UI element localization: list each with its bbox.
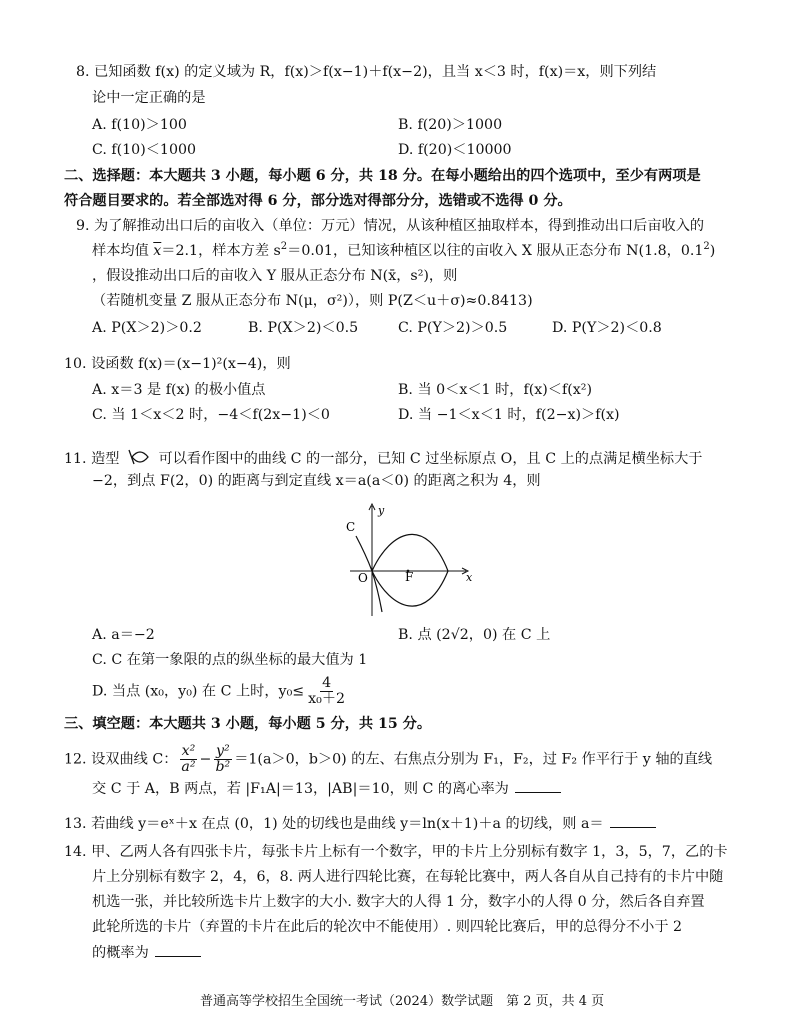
q12-stem-line1	[64, 744, 712, 775]
fraction-numerator: 4	[322, 675, 332, 691]
fraction-numerator: x²	[181, 743, 196, 759]
q9-option-d: D. P(Y＞2)＜0.8	[552, 320, 662, 336]
section2-heading-line2: 符合题目要求的。若全部选对得 6 分，部分选对得部分分，选错或不选得 0 分。	[64, 193, 572, 209]
fraction-denominator: b²	[215, 758, 231, 775]
q11-option-c: C. C 在第一象限的点的纵坐标的最大值为 1	[92, 652, 368, 668]
q9-mean-symbol: $\overline{x}$	[153, 243, 162, 259]
q9-option-c: C. P(Y＞2)＞0.5	[398, 320, 508, 336]
q8-option-d: D. f(20)＜10000	[398, 142, 512, 158]
q12-text: 12. 设双曲线 C：	[64, 751, 178, 768]
q8-stem-line2: 论中一定正确的是	[92, 90, 206, 106]
x-axis-label: x	[466, 571, 473, 584]
q11-text: 可以看作图中的曲线 C 的一部分，已知 C 过坐标原点 O，且 C 上的点满足横坐标大于	[158, 451, 703, 467]
section3-heading: 三、填空题：本大题共 3 小题，每小题 5 分，共 15 分。	[64, 716, 432, 732]
q12-text: ＝1(a＞0，b＞0) 的左、右焦点分别为 F₁，F₂，过 F₂ 作平行于 y 轴的直线	[234, 751, 713, 768]
q9-option-b: B. P(X＞2)＜0.5	[248, 320, 359, 336]
page-footer: 普通高等学校招生全国统一考试（2024）数学试题 第 2 页，共 4 页	[200, 994, 605, 1009]
q13-stem	[64, 815, 656, 833]
q12-fraction-x	[179, 744, 197, 775]
q9-text: )	[709, 243, 716, 259]
shape-icon	[126, 448, 152, 466]
q12-answer-blank[interactable]	[515, 780, 561, 793]
q10-option-b: B. 当 0＜x＜1 时，f(x)＜f(x²)	[398, 382, 592, 398]
q11-stem-line2: −2，到点 F(2，0) 的距离与到定直线 x＝a(a＜0) 的距离之积为 4，则	[92, 473, 541, 489]
q9-stem-line2: 样本均值 $\overline{x}=2.1$，样本方差 $s^2=0.01$，已知该种植区以往的亩收入 X 服从正态分布 N(1.8，$0.1^2$)	[92, 241, 716, 259]
q9-stem-line1: 9. 为了解推动出口后的亩收入（单位：万元）情况，从该种植区抽取样本，得到推动出口后亩收入的	[76, 218, 705, 234]
q9-text: ，样本方差 s	[198, 243, 281, 259]
fraction-numerator: y²	[215, 743, 230, 759]
q9-text: ＝0.01，已知该种植区以往的亩收入 X 服从正态分布 N(1.8，0.1	[287, 243, 704, 259]
q9-text: 样本均值	[92, 243, 154, 259]
q9-option-a: A. P(X＞2)＞0.2	[92, 320, 202, 336]
q12-text: 交 C 于 A，B 两点，若 |F₁A|＝13，|AB|＝10，则 C 的离心率为	[92, 781, 509, 797]
origin-label: O	[358, 571, 368, 585]
q8-option-b: B. f(20)＞1000	[398, 117, 503, 133]
curve-c-figure	[336, 500, 496, 620]
q11-option-a: A. a＝−2	[92, 627, 155, 643]
q10-option-d: D. 当 −1＜x＜1 时，f(2−x)＞f(x)	[398, 407, 620, 423]
q14-stem-line2: 片上分别标有数字 2，4，6，8. 两人进行四轮比赛，在每轮比赛中，两人各自从自己持有的卡片中随	[92, 869, 724, 885]
q12-minus: −	[199, 751, 212, 768]
q10-stem: 10. 设函数 f(x)＝(x−1)²(x−4)，则	[64, 356, 291, 372]
q9-stem-line4: （若随机变量 Z 服从正态分布 N(μ，σ²)），则 P(Z＜u＋σ)≈0.8413)	[92, 293, 533, 309]
y-axis-label: y	[378, 504, 385, 517]
q13-text: 13. 若曲线 y＝eˣ＋x 在点 (0，1) 处的切线也是曲线 y＝ln(x＋1)＋a 的切线，则 a＝	[64, 816, 604, 832]
curve-label-c: C	[346, 520, 356, 534]
q14-stem-line5	[92, 944, 201, 962]
q9-mean-value: 2.1	[175, 243, 199, 259]
q12-fraction-y	[213, 744, 232, 775]
q10-option-c: C. 当 1＜x＜2 时，−4＜f(2x−1)＜0	[92, 407, 330, 423]
q11-option-b: B. 点 (2√2，0) 在 C 上	[398, 627, 551, 643]
q10-option-a: A. x＝3 是 f(x) 的极小值点	[92, 382, 266, 398]
fraction-denominator: x₀＋2	[308, 690, 346, 707]
section2-heading-line1: 二、选择题：本大题共 3 小题，每小题 6 分，共 18 分。在每小题给出的四个选项中，至少有两项是	[64, 168, 701, 184]
q14-answer-blank[interactable]	[155, 944, 201, 957]
fraction-denominator: a²	[181, 758, 196, 775]
focus-label: F	[405, 570, 414, 584]
q8-option-a: A. f(10)＞100	[92, 117, 187, 133]
q11-stem-line1	[64, 448, 702, 468]
q12-stem-line2	[92, 780, 561, 798]
q11-text: 11. 造型	[64, 451, 120, 467]
q9-stem-line3: ，假设推动出口后的亩收入 Y 服从正态分布 N(x̄，s²)，则	[92, 268, 458, 284]
q8-stem-line1: 8. 已知函数 f(x) 的定义域为 R，f(x)＞f(x−1)＋f(x−2)，且当 x＜3 时，f(x)＝x，则下列结	[76, 64, 657, 80]
q14-stem-line3: 机选一张，并比较所选卡片上数字的大小. 数字大的人得 1 分，数字小的人得 0 分，然后各自弃置	[92, 894, 705, 910]
q11-d-text: D. 当点 (x₀，y₀) 在 C 上时，y₀≤	[92, 683, 305, 700]
q14-stem-line1: 14. 甲、乙两人各有四张卡片，每张卡片上标有一个数字，甲的卡片上分别标有数字 1，3，5，7，乙的卡	[64, 844, 728, 860]
q14-text: 的概率为	[92, 945, 149, 961]
q13-answer-blank[interactable]	[610, 815, 656, 828]
q11-option-d	[92, 676, 349, 707]
q11-d-fraction	[306, 676, 347, 707]
q14-stem-line4: 此轮所选的卡片（弃置的卡片在此后的轮次中不能使用）. 则四轮比赛后，甲的总得分不小于 2	[92, 919, 683, 935]
q8-option-c: C. f(10)＜1000	[92, 142, 197, 158]
